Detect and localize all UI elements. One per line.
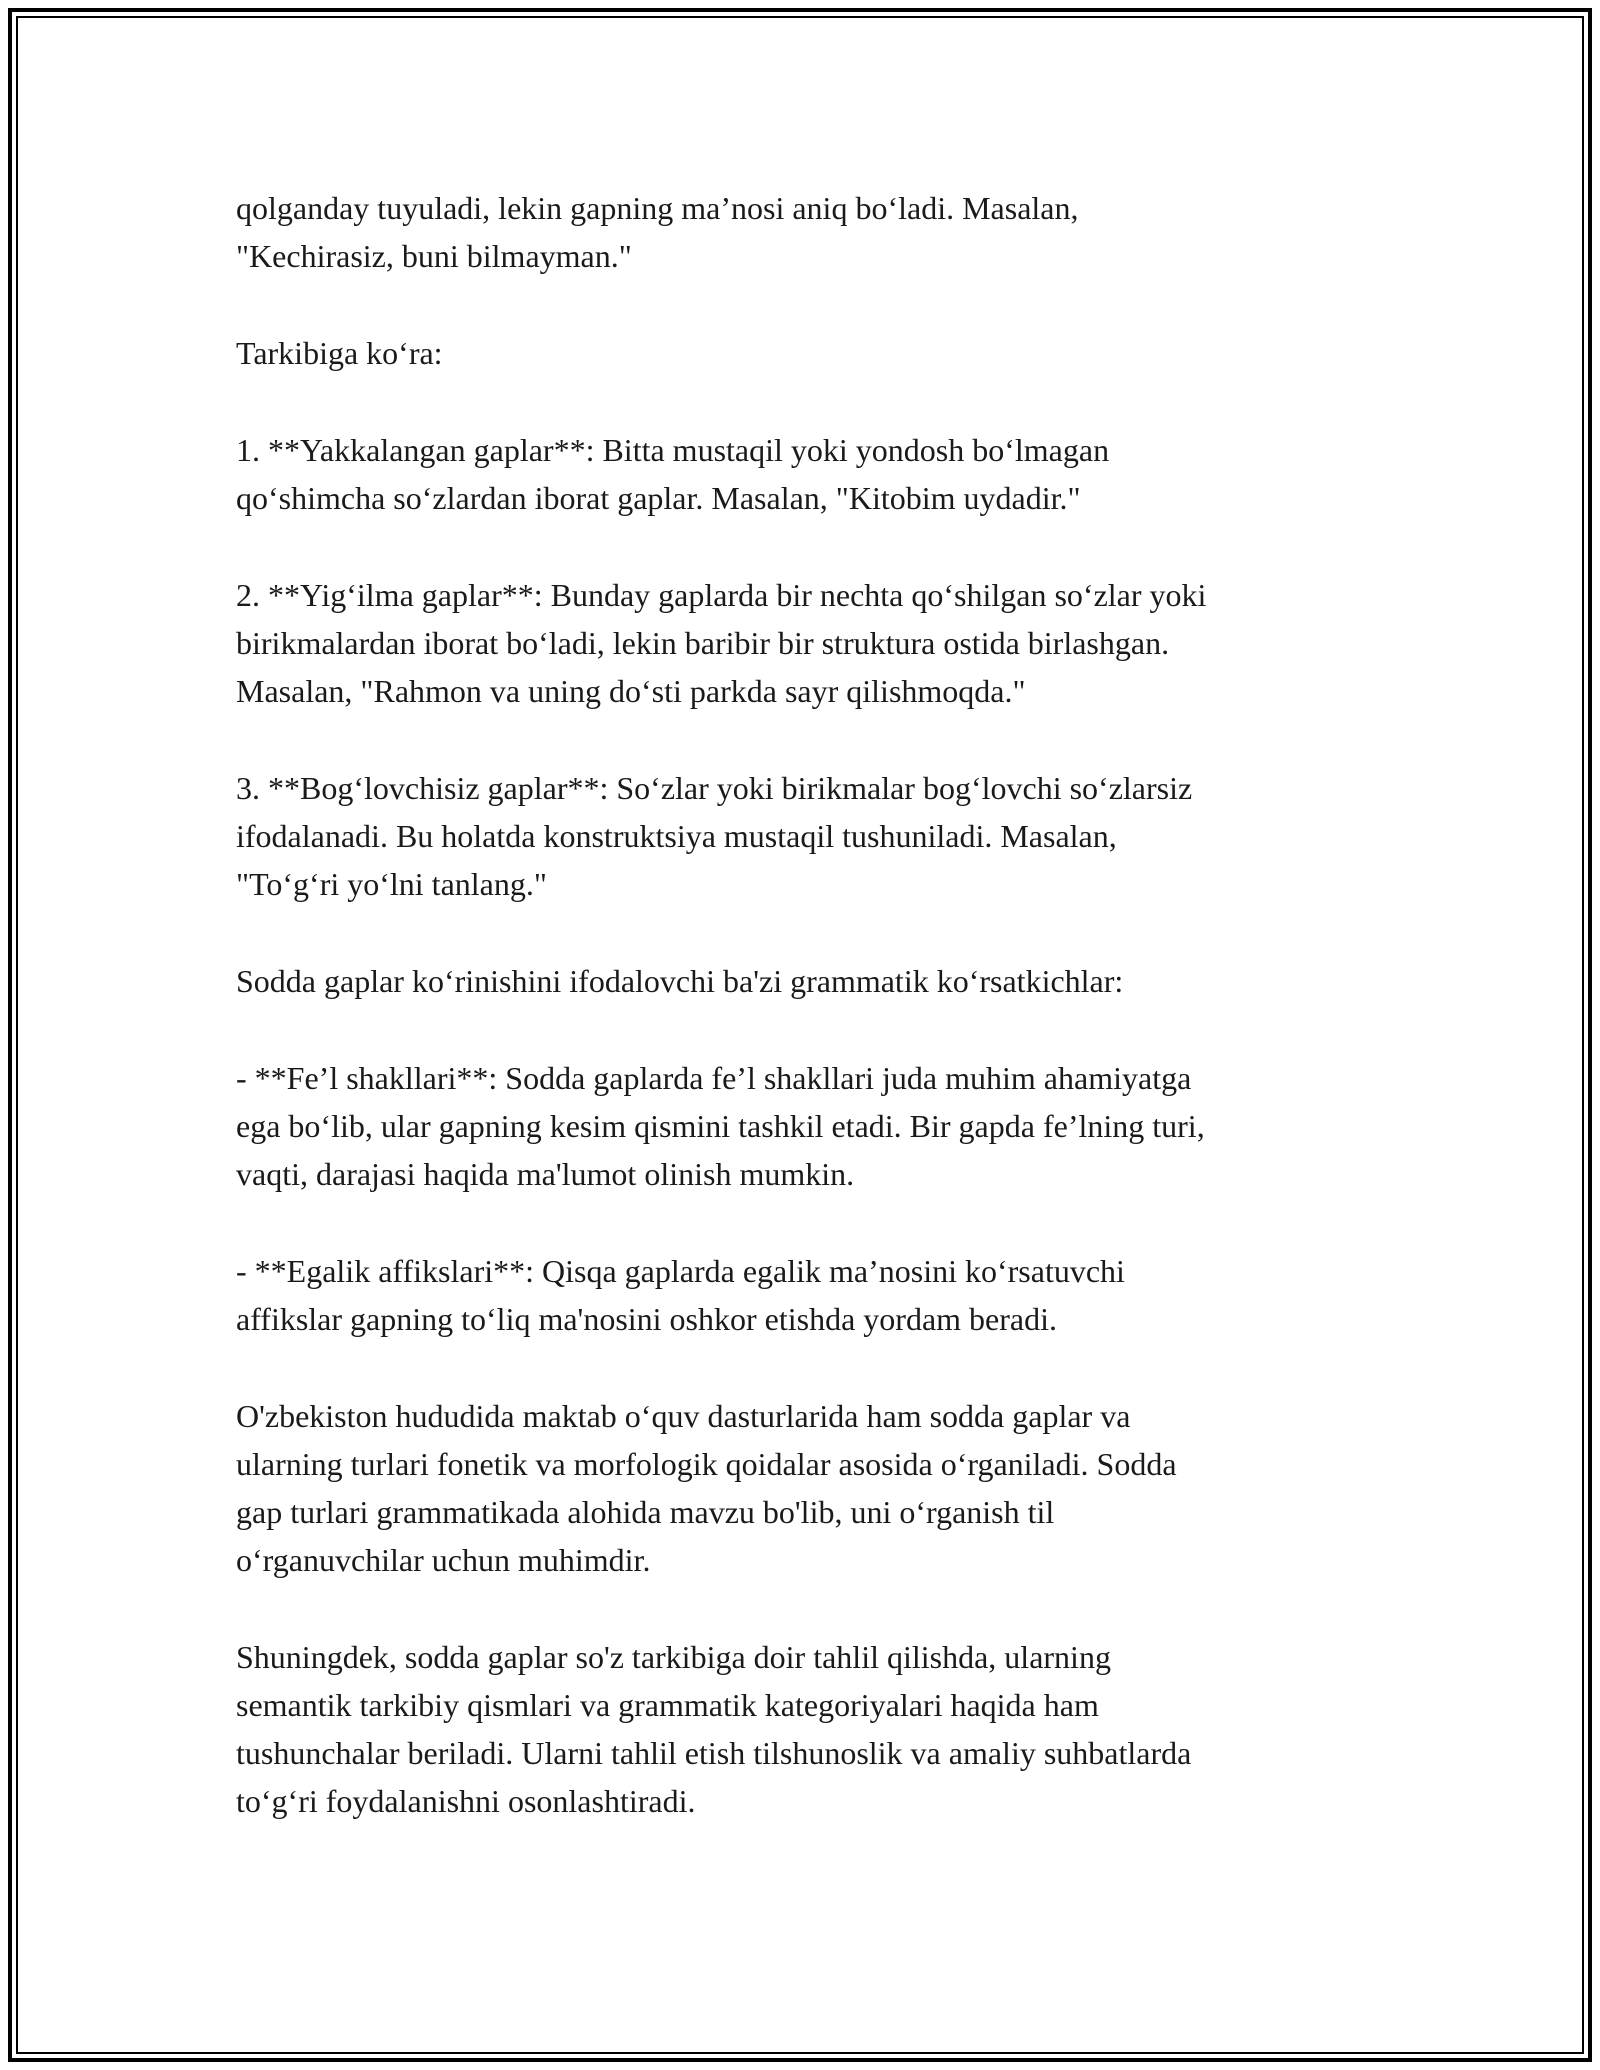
text-line: qolganday tuyuladi, lekin gapning ma’nosi aniq bo‘ladi. Masalan, <box>236 190 1079 226</box>
text-line: qo‘shimcha so‘zlardan iborat gaplar. Masalan, "Kitobim uydadir." <box>236 480 1081 516</box>
paragraph-conclusion <box>236 1633 1376 1825</box>
text-line: "To‘g‘ri yo‘lni tanlang." <box>236 866 547 902</box>
paragraph-section-heading <box>236 329 1376 377</box>
text-line: ifodalanadi. Bu holatda konstruktsiya mustaqil tushuniladi. Masalan, <box>236 818 1117 854</box>
document-body <box>236 184 1376 1874</box>
text-line: affikslar gapning to‘liq ma'nosini oshkor etishda yordam beradi. <box>236 1301 1057 1337</box>
paragraph-list-item-3 <box>236 764 1376 908</box>
text-line: vaqti, darajasi haqida ma'lumot olinish mumkin. <box>236 1156 855 1192</box>
paragraph-list-item-2 <box>236 571 1376 715</box>
text-line: 2. **Yig‘ilma gaplar**: Bunday gaplarda bir nechta qo‘shilgan so‘zlar yoki <box>236 577 1207 613</box>
text-line: Tarkibiga ko‘ra: <box>236 335 443 371</box>
text-line: ega bo‘lib, ular gapning kesim qismini tashkil etadi. Bir gapda fe’lning turi, <box>236 1108 1205 1144</box>
text-line: Shuningdek, sodda gaplar so'z tarkibiga doir tahlil qilishda, ularning <box>236 1639 1111 1675</box>
text-line: O'zbekiston hududida maktab o‘quv dasturlarida ham sodda gaplar va <box>236 1398 1131 1434</box>
text-line: birikmalardan iborat bo‘ladi, lekin baribir bir struktura ostida birlashgan. <box>236 625 1170 661</box>
text-line: o‘rganuvchilar uchun muhimdir. <box>236 1542 651 1578</box>
paragraph-curriculum <box>236 1392 1376 1584</box>
text-line: semantik tarkibiy qismlari va grammatik kategoriyalari haqida ham <box>236 1687 1099 1723</box>
text-line: Sodda gaplar ko‘rinishini ifodalovchi ba'zi grammatik ko‘rsatkichlar: <box>236 963 1124 999</box>
paragraph-bullet-possessive-affixes <box>236 1247 1376 1343</box>
text-line: - **Fe’l shakllari**: Sodda gaplarda fe’l shakllari juda muhim ahamiyatga <box>236 1060 1192 1096</box>
text-line: 1. **Yakkalangan gaplar**: Bitta mustaqil yoki yondosh bo‘lmagan <box>236 432 1110 468</box>
paragraph-list-item-1 <box>236 426 1376 522</box>
text-line: to‘g‘ri foydalanishni osonlashtiradi. <box>236 1783 696 1819</box>
text-line: ularning turlari fonetik va morfologik qoidalar asosida o‘rganiladi. Sodda <box>236 1446 1177 1482</box>
paragraph-intro-continuation <box>236 184 1376 280</box>
text-line: gap turlari grammatikada alohida mavzu bo'lib, uni o‘rganish til <box>236 1494 1055 1530</box>
paragraph-bullet-verb-forms <box>236 1054 1376 1198</box>
text-line: tushunchalar beriladi. Ularni tahlil etish tilshunoslik va amaliy suhbatlarda <box>236 1735 1192 1771</box>
text-line: - **Egalik affikslari**: Qisqa gaplarda egalik ma’nosini ko‘rsatuvchi <box>236 1253 1125 1289</box>
text-line: 3. **Bog‘lovchisiz gaplar**: So‘zlar yoki birikmalar bog‘lovchi so‘zlarsiz <box>236 770 1193 806</box>
paragraph-indicators-heading <box>236 957 1376 1005</box>
text-line: "Kechirasiz, buni bilmayman." <box>236 238 632 274</box>
text-line: Masalan, "Rahmon va uning do‘sti parkda sayr qilishmoqda." <box>236 673 1026 709</box>
